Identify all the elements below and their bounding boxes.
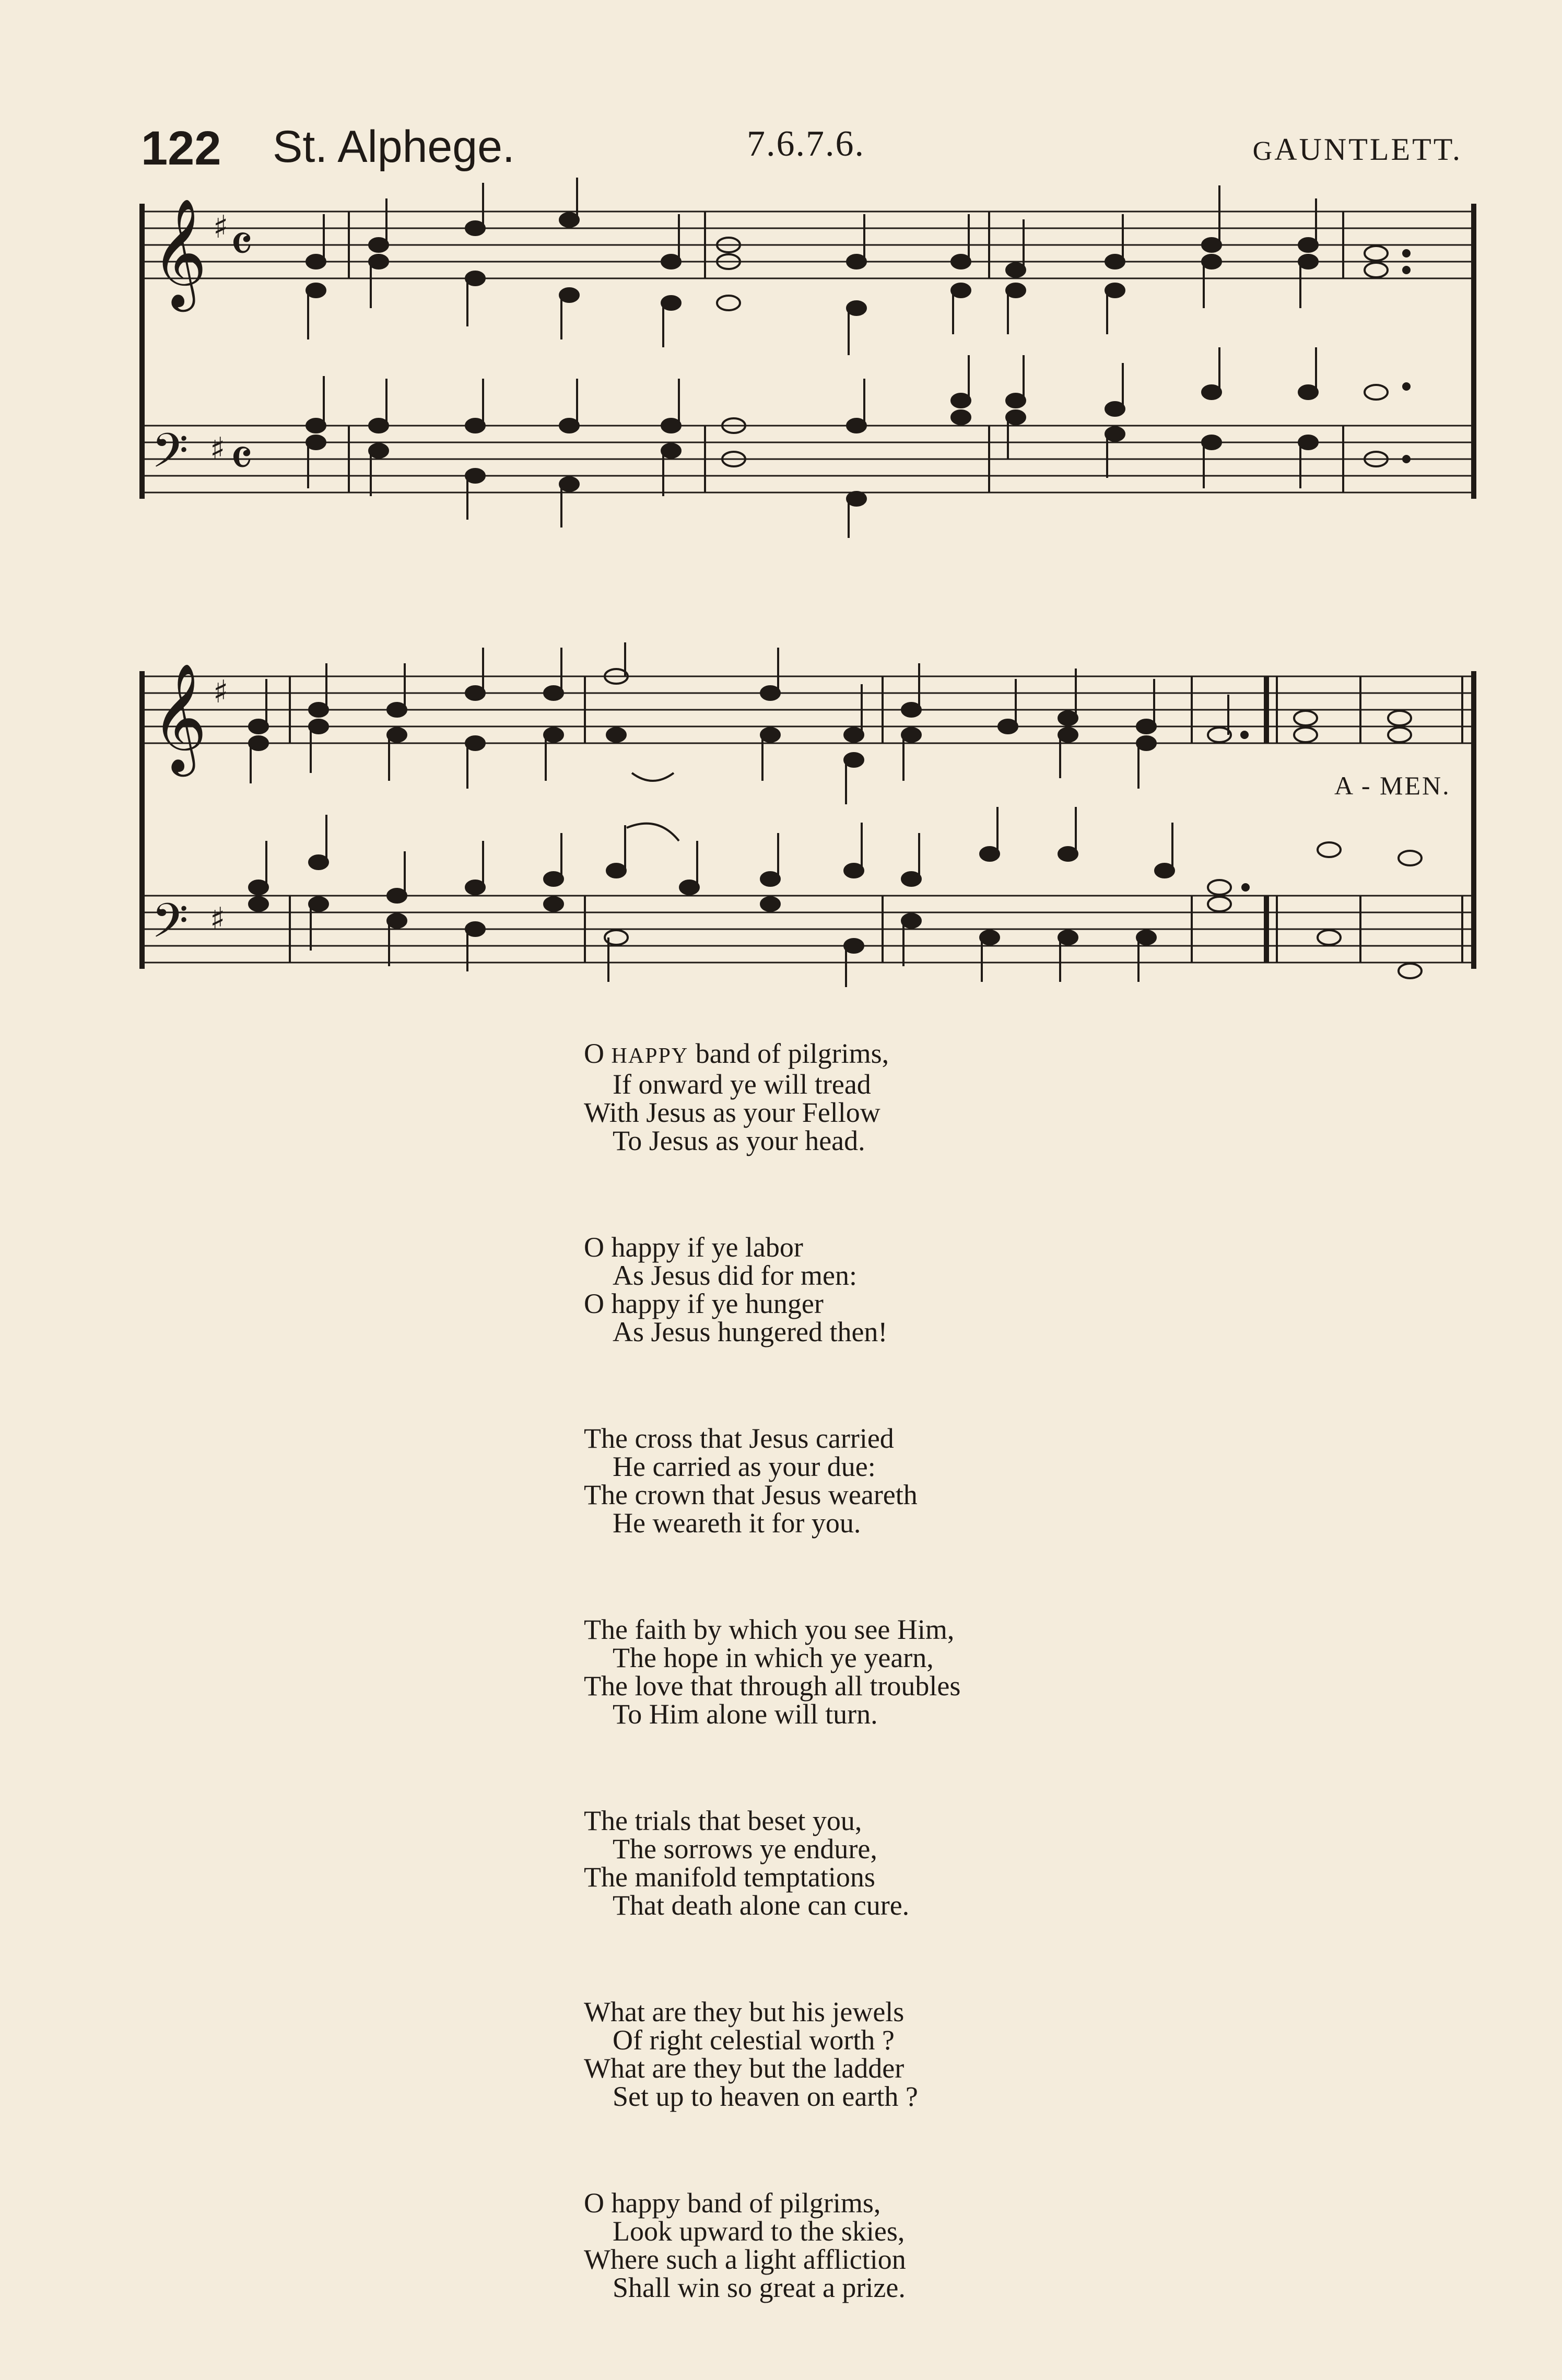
verse-line: The trials that beset you, <box>584 1805 862 1836</box>
system-1-bass-staff <box>142 426 1474 493</box>
verse-line: O happy band of pilgrims, <box>584 2187 881 2219</box>
verse-line: That death alone can cure. <box>613 1890 910 1921</box>
system-1-treble-sharp: ♯ <box>213 209 229 245</box>
system-2-bass-clef: 𝄢 <box>151 893 189 960</box>
system-2-treble-sharp: ♯ <box>213 674 229 710</box>
system-2-treble-staff <box>142 676 1474 743</box>
verse-line: If onward ye will tread <box>613 1069 871 1100</box>
verse-1 <box>584 1039 1263 1155</box>
verse-line: Look upward to the skies, <box>613 2215 905 2247</box>
verse-line: With Jesus as your Fellow <box>584 1097 880 1128</box>
verse-line: The crown that Jesus weareth <box>584 1479 918 1510</box>
verse-line <box>584 1039 1263 1070</box>
verse-line: As Jesus did for men: <box>613 1260 857 1291</box>
verse-line: Where such a light affliction <box>584 2244 906 2275</box>
verse-line: O happy if ye labor <box>584 1232 803 1263</box>
verse-line: To Jesus as your head. <box>613 1125 865 1156</box>
verse-line: Shall win so great a prize. <box>613 2272 906 2303</box>
system-1-treble-time: 𝄴 <box>230 214 253 275</box>
system-1-bass-sharp: ♯ <box>210 431 226 467</box>
amen-label: A - MEN. <box>1334 771 1451 800</box>
verse-line: As Jesus hungered then! <box>613 1316 888 1347</box>
verse-6 <box>584 1998 1263 2111</box>
verse-line: He weareth it for you. <box>613 1507 861 1539</box>
system-2-bass-sharp: ♯ <box>210 901 226 937</box>
system-1-treble-clef: 𝄞 <box>151 198 207 307</box>
system-1-bass-time: 𝄴 <box>230 428 253 489</box>
verse-line: Of right celestial worth ? <box>613 2024 895 2056</box>
verse-line: The love that through all troubles <box>584 1670 961 1702</box>
music-score <box>0 0 1562 992</box>
verse-3 <box>584 1424 1263 1537</box>
hymn-number: 122 <box>141 122 221 175</box>
system-2-notes <box>249 642 1422 987</box>
composer-surname: AUNTLETT. <box>1274 132 1462 167</box>
verse-line-text: band of pilgrims, <box>688 1038 889 1069</box>
system-2-bass-staff <box>142 896 1474 963</box>
verse-line: What are they but the ladder <box>584 2053 905 2084</box>
verse-line: Set up to heaven on earth ? <box>613 2081 918 2112</box>
verses <box>584 1039 1263 2380</box>
verse-line-smallcaps: HAPPY <box>611 1044 689 1068</box>
hymn-title: St. Alphege. <box>273 122 515 172</box>
verse-5 <box>584 1807 1263 1919</box>
system-1-notes <box>307 178 1410 538</box>
verse-line: The faith by which you see Him, <box>584 1614 955 1645</box>
verse-line: O happy if ye hunger <box>584 1288 824 1319</box>
system-1-treble-staff <box>142 212 1474 278</box>
verse-line: What are they but his jewels <box>584 1996 905 2027</box>
verse-2 <box>584 1233 1263 1346</box>
verse-line: The sorrows ye endure, <box>613 1833 877 1865</box>
system-2-treble-clef: 𝄞 <box>151 663 207 772</box>
verse-7 <box>584 2189 1263 2302</box>
verse-line-lead: O <box>584 1038 612 1069</box>
system-1-bass-clef: 𝄢 <box>151 423 189 490</box>
verse-line: The manifold temptations <box>584 1861 875 1893</box>
verse-line: The cross that Jesus carried <box>584 1423 894 1454</box>
composer-initial: G <box>1252 136 1275 166</box>
verse-line: The hope in which ye yearn, <box>613 1642 934 1673</box>
verse-line: To Him alone will turn. <box>613 1698 878 1730</box>
verse-4 <box>584 1615 1263 1728</box>
hymn-meter: 7.6.7.6. <box>747 124 865 164</box>
verse-line: He carried as your due: <box>613 1451 876 1482</box>
